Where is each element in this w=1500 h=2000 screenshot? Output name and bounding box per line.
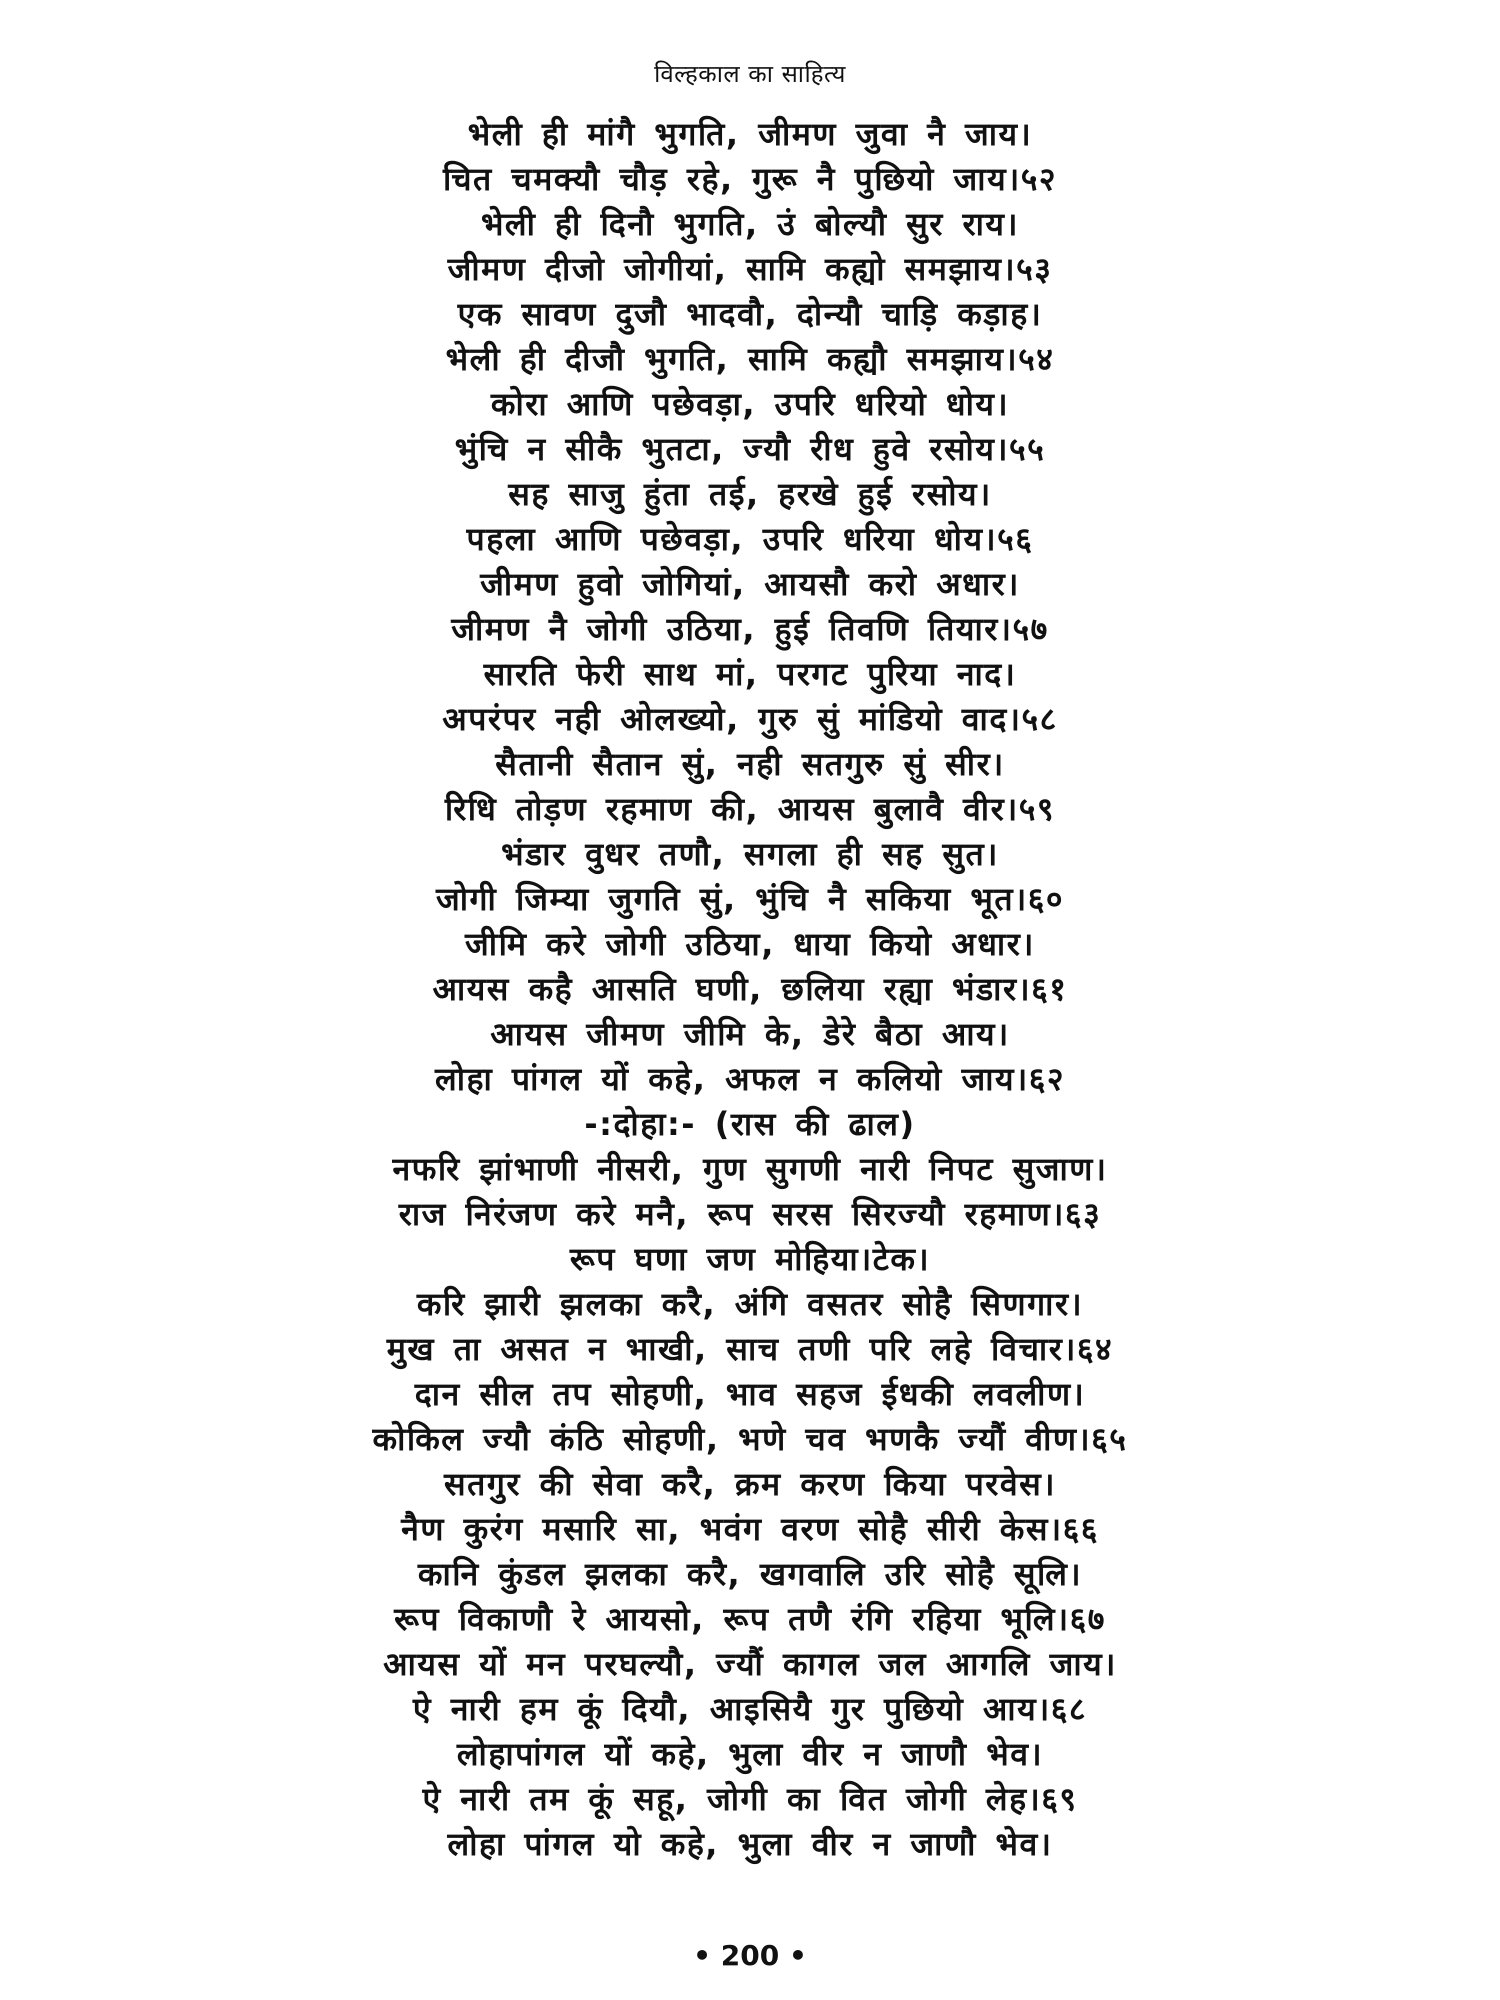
verse-line: पहला आणि पछेवड़ा, उपरि धरिया धोय।५६ [466,520,1034,558]
verse-line: जीमण दीजो जोगीयां, सामि कह्यो समझाय।५३ [447,250,1053,288]
verse-line: आयस जीमण जीमि के, डेरे बैठा आय। [490,1015,1010,1053]
verse-line: जीमण नै जोगी उठिया, हुई तिवणि तियार।५७ [451,610,1049,648]
verse-line: राज निरंजण करे मनै, रूप सरस सिरज्यौ रहमाण।६३ [398,1195,1102,1233]
verse-line: कोकिल ज्यौ कंठि सोहणी, भणे चव भणकै ज्यौं वीण।६५ [372,1420,1128,1458]
verse-line: जीमण हुवो जोगियां, आयसौ करो अधार। [480,565,1020,603]
verse-line: नैण कुरंग मसारि सा, भवंग वरण सोहै सीरी केस।६६ [401,1510,1099,1548]
verse-line: रूप घणा जण मोहिया।टेक। [569,1240,931,1278]
verse-line: ऐ नारी हम कूं दियौ, आइसियै गुर पुछियो आय।६८ [412,1690,1088,1728]
verse-line: रूप विकाणौ रे आयसो, रूप तणै रंगि रहिया भूलि।६७ [394,1600,1106,1638]
verse-line: आयस यों मन परघल्यौ, ज्यौं कागल जल आगलि जाय। [383,1645,1117,1683]
verse-line: सारति फेरी साथ मां, परगट पुरिया नाद। [483,655,1017,693]
verse-line: ऐ नारी तम कूं सहू, जोगी का वित जोगी लेह।६९ [422,1780,1078,1818]
verse-line: लोहा पांगल यो कहे, भुला वीर न जाणौ भेव। [447,1825,1053,1863]
verse-line: चित चमक्यौ चौड़ रहे, गुरू नै पुछियो जाय।५२ [442,160,1058,198]
verse-line: दान सील तप सोहणी, भाव सहज ईधकी लवलीण। [414,1375,1086,1413]
verse-line: एक सावण दुजौ भादवौ, दोन्यौ चाड़ि कड़ाह। [457,295,1043,333]
verse-line: भंडार वुधर तणौ, सगला ही सह सुत। [501,835,999,873]
verse-line: -:दोहा:- (रास की ढाल) [584,1105,916,1143]
verse-line: लोहा पांगल यों कहे, अफल न कलियो जाय।६२ [435,1060,1065,1098]
running-header: विल्हकाल का साहित्य [654,60,846,88]
verse-line: जोगी जिम्या जुगति सुं, भुंचि नै सकिया भूत।६० [435,880,1065,918]
verse-line: सैतानी सैतान सुं, नही सतगुरु सुं सीर। [495,745,1005,783]
verse-line: कानि कुंडल झलका करै, खगवालि उरि सोहै सूलि। [417,1555,1083,1593]
verse-line: जीमि करे जोगी उठिया, धाया कियो अधार। [465,925,1035,963]
verse-line: लोहापांगल यों कहे, भुला वीर न जाणौ भेव। [456,1735,1044,1773]
verse-line: करि झारी झलका करै, अंगि वसतर सोहै सिणगार। [416,1285,1084,1323]
verse-line: सतगुर की सेवा करै, क्रम करण किया परवेस। [444,1465,1056,1503]
verse-line: भेली ही मांगै भुगति, जीमण जुवा नै जाय। [467,115,1033,153]
verse-line: अपरंपर नही ओलख्यो, गुरु सुं मांडियो वाद।५८ [442,700,1058,738]
verse-line: आयस कहै आसति घणी, छलिया रह्या भंडार।६१ [432,970,1068,1008]
page-number: • 200 • [693,1939,807,1972]
verse-line: भेली ही दीजौ भुगति, सामि कह्यौ समझाय।५४ [445,340,1055,378]
verse-line: भेली ही दिनौ भुगति, उं बोल्यौ सुर राय। [480,205,1020,243]
verse-line: मुख ता असत न भाखी, साच तणी परि लहे विचार।६४ [386,1330,1114,1368]
verse-line: रिधि तोड़ण रहमाण की, आयस बुलावै वीर।५९ [444,790,1056,828]
verse-line: भुंचि न सीकै भुतटा, ज्यौ रीध हुवे रसोय।५५ [454,430,1046,468]
verse-line: सह साजु हुंता तई, हरखे हुई रसोय। [508,475,992,513]
verse-line: कोरा आणि पछेवड़ा, उपरि धरियो धोय। [490,385,1010,423]
verse-list [0,112,1500,1867]
verse-line: नफरि झांभाणी नीसरी, गुण सुगणी नारी निपट सुजाण। [392,1150,1108,1188]
